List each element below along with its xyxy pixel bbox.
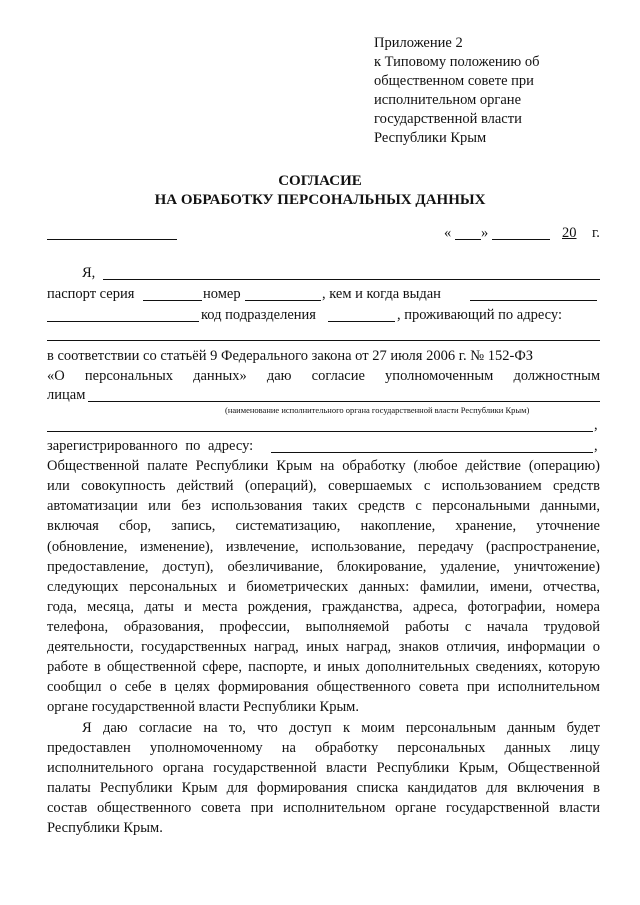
division-code-label: код подразделения xyxy=(201,307,316,323)
division-code-field[interactable] xyxy=(328,321,395,322)
paragraph-line: года, месяца, даты и места рождения, гражданства, адреса, фотографии, номера xyxy=(47,599,600,615)
appendix-line: Приложение 2 xyxy=(374,35,463,51)
registered-address-field[interactable] xyxy=(271,452,593,453)
appendix-line: к Типовому положению об xyxy=(374,54,540,70)
appendix-line: государственной власти xyxy=(374,111,522,127)
issued-by-label: , кем и когда выдан xyxy=(322,286,441,302)
paragraph-line: исполнительного органа государственной власти Республики Крым, Общественной xyxy=(47,760,600,776)
ya-label: Я, xyxy=(82,265,96,281)
passport-series-label: паспорт серия xyxy=(47,286,135,302)
date-open-quote: « xyxy=(444,225,452,241)
paragraph-line: автоматизации или без использования таких средств с персональными данными, xyxy=(47,498,600,514)
paragraph-line: Республики Крым. xyxy=(47,820,163,836)
paragraph-line: телефона, образования, профессии, выполняемой работы с начала трудовой xyxy=(47,619,600,635)
passport-number-field[interactable] xyxy=(245,300,321,301)
authority-caption: (наименование исполнительного органа государственной власти Республики Крым) xyxy=(225,405,530,415)
address-field[interactable] xyxy=(47,340,600,341)
law-reference-line: в соответствии со статьёй 9 Федерального закона от 27 июля 2006 г. № 152-ФЗ xyxy=(47,348,534,364)
issued-by-continuation-field[interactable] xyxy=(47,321,199,322)
paragraph-line: Общественной палате Республики Крым на обработку (любое действие (операцию) xyxy=(47,458,600,474)
document-title: СОГЛАСИЕ xyxy=(278,173,362,189)
paragraph-line: предоставление, доступ), обезличивание, блокирование, удаление, уничтожение) xyxy=(47,559,600,575)
document-subtitle: НА ОБРАБОТКУ ПЕРСОНАЛЬНЫХ ДАННЫХ xyxy=(154,192,486,208)
paragraph-line: или совокупность действий (операций), совершаемых с использованием средств xyxy=(47,478,600,494)
paragraph-line: органе государственной власти Республики Крым. xyxy=(47,699,359,715)
persons-label: лицам xyxy=(47,387,86,403)
appendix-line: Республики Крым xyxy=(374,130,487,146)
paragraph-line: деятельности, государственных наград, иных наград, знаков отличия, информации о xyxy=(47,639,600,655)
day-field[interactable] xyxy=(455,239,481,240)
appendix-line: общественном совете при xyxy=(374,73,534,89)
consent-line: «О персональных данных» даю согласие уполномоченным должностным xyxy=(47,368,600,384)
paragraph-line: палаты Республики Крым для формирования списка кандидатов для включения в xyxy=(47,780,600,796)
issued-by-field[interactable] xyxy=(470,300,597,301)
appendix-line: исполнительном органе xyxy=(374,92,522,108)
authority-name-field[interactable] xyxy=(88,401,600,402)
paragraph-line: состав общественного совета при исполнительном органе государственной власти xyxy=(47,800,600,816)
year-suffix: г. xyxy=(592,225,600,241)
paragraph-line: предоставлен уполномоченному на обработку персональных данных лицу xyxy=(47,740,600,756)
comma-mark: , xyxy=(594,438,598,454)
registered-label: зарегистрированного по адресу: xyxy=(47,438,254,454)
passport-series-field[interactable] xyxy=(143,300,202,301)
paragraph-line: работе в общественной сфере, паспорте, и иных дополнительных сведениях, которую xyxy=(47,659,600,675)
date-close-quote: » xyxy=(481,225,489,241)
month-field[interactable] xyxy=(492,239,550,240)
paragraph-line: (обновление, изменение), извлечение, использование, передачу (распространение, xyxy=(47,539,600,555)
year-prefix: 20 xyxy=(562,225,577,241)
residing-label: , проживающий по адресу: xyxy=(397,307,562,323)
paragraph-line: сообщил о себе в целях формирования общественного совета при исполнительном xyxy=(47,679,600,695)
comma-mark: , xyxy=(594,417,598,433)
full-name-field[interactable] xyxy=(103,279,600,280)
place-field[interactable] xyxy=(47,239,177,240)
appendix-note xyxy=(374,34,540,148)
blank-line-field[interactable] xyxy=(47,431,593,432)
paragraph-line: включая сбор, запись, систематизацию, накопление, хранение, уточнение xyxy=(47,518,600,534)
paragraph-line: Я даю согласие на то, что доступ к моим персональным данным будет xyxy=(82,720,600,736)
passport-number-label: номер xyxy=(203,286,241,302)
paragraph-line: следующих персональных и биометрических данных: фамилии, имени, отчества, xyxy=(47,579,600,595)
